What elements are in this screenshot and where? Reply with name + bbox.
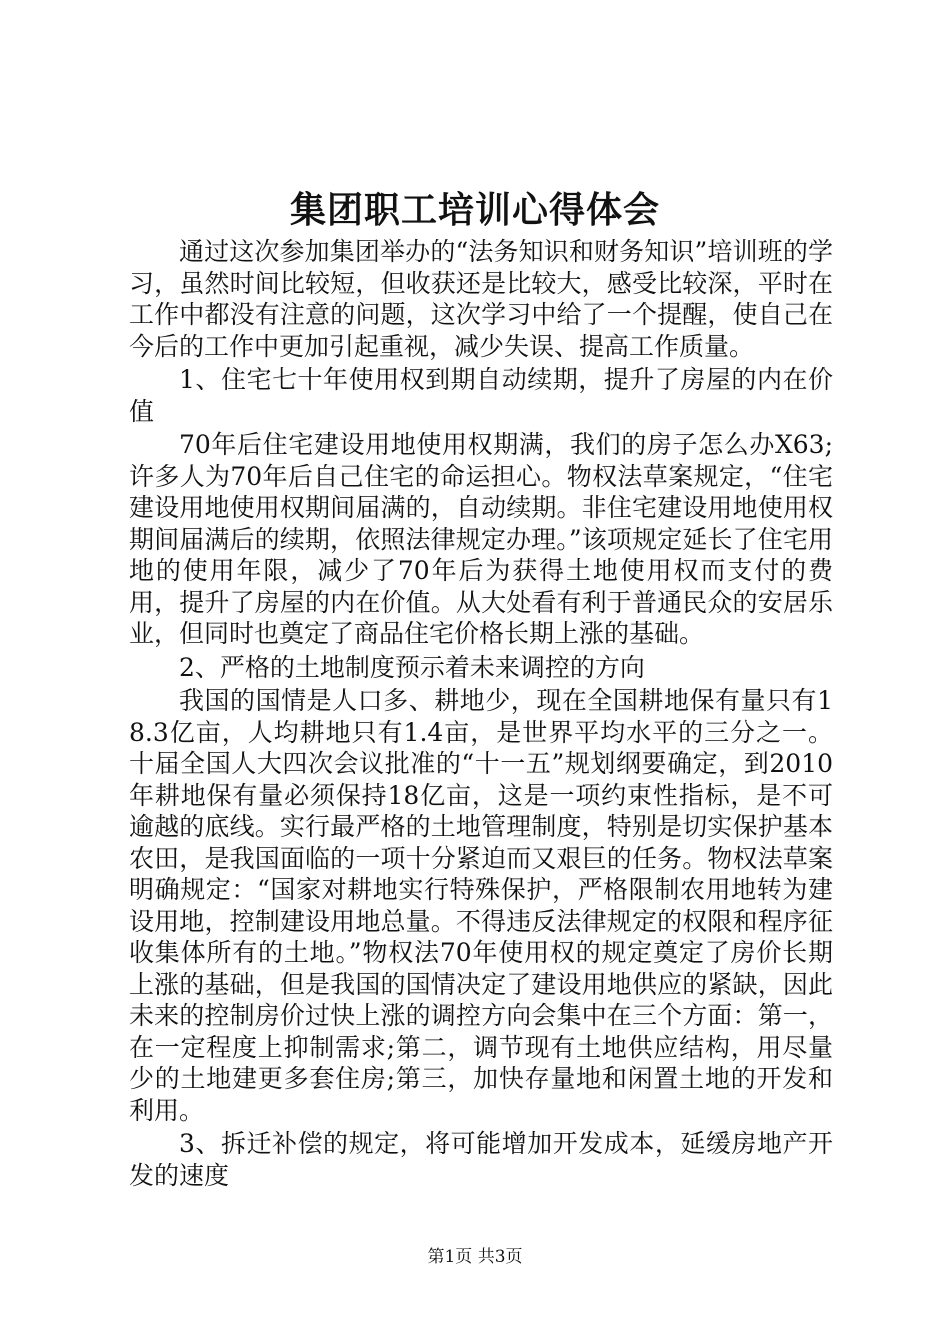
paragraph-intro: 通过这次参加集团举办的“法务知识和财务知识”培训班的学习，虽然时间比较短，但收获还是比较大，感受比较深，平时在工作中都没有注意的问题，这次学习中给了一个提醒，使自己在今后的工作中更加引起重视，减少失误、提高工作质量。 — [129, 237, 833, 361]
section-heading-1: 1、住宅七十年使用权到期自动续期，提升了房屋的内在价值 — [129, 365, 833, 426]
page-number-footer: 第1页 共3页 — [427, 1247, 523, 1267]
section-heading-2: 2、严格的土地制度预示着未来调控的方向 — [179, 652, 645, 682]
section-heading-3: 3、拆迁补偿的规定，将可能增加开发成本，延缓房地产开发的速度 — [129, 1129, 833, 1190]
document-body — [129, 236, 833, 1193]
document-title: 集团职工培训心得体会 — [289, 189, 660, 231]
paragraph-section-1: 70年后住宅建设用地使用权期满，我们的房子怎么办X63;许多人为70年后自己住宅的命运担心。物权法草案规定，“住宅建设用地使用权期间届满的，自动续期。非住宅建设用地使用权期间届满后的续期，依照法律规定办理。”该项规定延长了住宅用地的使用年限，减少了70年后为获得土地使用权而支付的费用，提升了房屋的内在价值。从大处看有利于普通民众的安居乐业，但同时也奠定了商品住宅价格长期上涨的基础。 — [129, 430, 833, 648]
paragraph-section-2: 我国的国情是人口多、耕地少，现在全国耕地保有量只有18.3亿亩，人均耕地只有1.4亩，是世界平均水平的三分之一。十届全国人大四次会议批准的“十一五”规划纲要确定，到2010年耕地保有量必须保持18亿亩，这是一项约束性指标，是不可逾越的底线。实行最严格的土地管理制度，特别是切实保护基本农田，是我国面临的一项十分紧迫而又艰巨的任务。物权法草案明确规定：“国家对耕地实行特殊保护，严格限制农用地转为建设用地，控制建设用地总量。不得违反法律规定的权限和程序征收集体所有的土地。”物权法70年使用权的规定奠定了房价长期上涨的基础，但是我国的国情决定了建设用地供应的紧缺，因此未来的控制房价过快上涨的调控方向会集中在三个方面：第一，在一定程度上抑制需求;第二，调节现有土地供应结构，用尽量少的土地建更多套住房;第三，加快存量地和闲置土地的开发和利用。 — [129, 686, 833, 1125]
